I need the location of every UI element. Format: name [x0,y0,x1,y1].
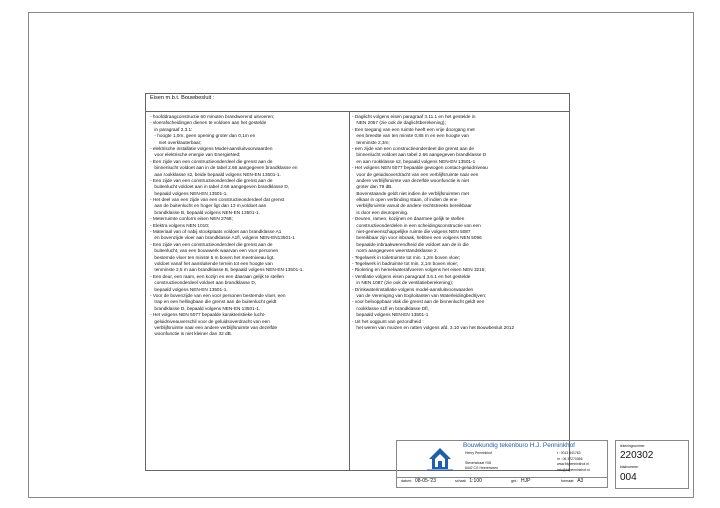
requirement-line: voor elektrische energie van EnergieNed; [154,152,241,158]
contact-name: Henry Penninkhof [465,451,492,455]
company-name: Bouwkundig tekenburo H.J. Penninkhof [463,442,575,449]
requirement-line: - Tegelwerk in toiletruimte tot min. 1,2m boven vloer; [352,254,461,260]
requirement-line: norm aangegeven weerstandsklasse 2. [356,248,438,254]
website: www.bkpenninkhof.nl [557,462,589,467]
requirement-line: - Het deel van een zijde van een constructieonderdeel dat grenst [150,197,285,203]
requirement-line: - hoogte 1,0m, geen opening groter dan 0,1m en [154,133,256,139]
requirement-line: constructieonderdelen in een scheidingsconstructie van een [356,222,481,228]
title-block-meta [396,477,608,488]
requirement-line: - elektrische installatie volgens Model-aansluitvoorwaarden [150,145,273,151]
requirement-line: - Een toegang van een ruimte heeft een vrije doorgang met [352,126,475,132]
company-contact [557,451,590,473]
company-address [465,451,498,472]
requirement-line: brandklasse B, bepaald volgens NEN-EN 13501-1. [154,209,260,215]
drawing-number-label: tekeningnummer [620,444,645,448]
requirement-line: en bovenzijde vloer aan brandklasse A1fl, volgens NEN-EN13501-1 [154,235,295,241]
requirement-line: - Het volgens NEN 5077 bepaalde gewogen contact-geluidniveau [352,165,488,171]
requirement-line: - Een zijde van een constructieonderdeel die grenst aan de [150,177,273,183]
scale-field: schaal: 1:100 [455,478,482,484]
phone-landline: t : 0013 841763 [557,451,581,455]
requirement-line: bepaald volgens NEN-EN 13501-1. [154,286,228,292]
requirement-line: bepaald volgens NEN-EN 13501-1 [356,312,429,318]
requirement-line: een breedte van ten minste 0,85 m en een hoogte van [356,133,469,139]
requirement-line: bestemde vloer ten minste 5 m boven het meetniveau ligt, [154,254,275,260]
requirement-line: groter dan 79 dB. [356,184,393,190]
requirement-line: buitenlucht voldoet aan in tabel 2.66 aangegeven brandklasse D, [154,184,290,190]
requirement-line: brandklasse D, bepaald volgens NEN-EN 13501-1. [154,305,261,311]
city: 6442 CG Heerenveen [465,466,498,471]
requirement-line: - een zijde van een constructieonderdeel die grenst aan de [352,145,474,151]
drawn-by-field: get.: HJP [511,478,531,484]
requirement-line: woonfunctie is niet kleiner dan 32 dB. [154,331,233,337]
requirement-line: in NEN 1087 (zie ook de ventilatieberekening); [356,280,454,286]
requirement-line: andere verblijfsruimte van dezelfde woonfunctie is niet [356,177,469,183]
requirement-line: - Een deur, een raam, een kozijn en een daaraan gelijk te stellen [150,273,284,279]
requirement-line: - Daglicht volgens eisen paragraaf 3.11.1 en het gestelde in [352,114,476,119]
requirement-line: Bovenstaande geldt niet indien de verblijfsruimten met [356,190,469,196]
requirement-line: tenminste 2,5 m aan brandklasse B, bepaald volgens NEN-EN 13501-1. [154,267,304,273]
column-divider [349,111,350,470]
requirement-line: verblijfsruimte vanuit de andere rechtstreeks bereikbaar [356,203,472,209]
requirement-line: - Riolering en hemelwaterafvoeren volgens het eisen NEN 3215; [352,267,486,273]
requirement-line: binnenlucht voldoet aan tabel 2.66 aangegeven brandklasse D [356,152,487,158]
requirement-line: trap en een hellingbaan die grenst aan de buitenlucht geldt [154,299,277,305]
requirement-line: verblijfsruimte naar een andere verblijfsruimte van dezelfde [154,324,278,330]
requirement-line: voor de geluidsoverdracht van een verblijfsruimte naar een [356,171,479,177]
requirement-line: is door een deuropening. [356,209,409,215]
requirement-line: niet-gemeenschappelijke ruimte die volgens NEN 5087 [356,229,471,235]
requirement-line: constructieonderdeel voldoet aan brandklasse D, [154,280,257,286]
requirement-line: en aan rookklasse s2, bepaald volgens NEN-EN 13501-1 [356,158,476,164]
requirement-line: in paragraaf 2.3.1: [154,126,193,132]
house-logo-icon [427,445,453,471]
requirement-line: - Het volgens NEN 5077 bepaalde karakteristieke lucht- [150,312,266,318]
requirement-line: - Drinkwaterinstallatie volgens model-aansluitvoorwaarden [352,286,474,292]
title-block [396,440,608,478]
requirements-title: Eisen m.b.t. Bouwbesluit : [150,95,215,101]
requirement-line: tenminste 2,3m; [356,139,390,145]
requirement-line: het weren van muizen en ratten volgens afd. 3.10 van het Bouwbesluit 2012 [356,324,515,330]
requirement-line: bepaalde inbraakwerendheid die voldoet aan de in die [356,241,469,247]
requirement-line: voldoet vanaf het aansluitende terrein tot een hoogte van [154,260,273,266]
requirement-line: - Elektra volgens NEN 1010; [150,222,210,228]
email: info@bkpenninkhof.nl [557,467,590,472]
sheet-number: 004 [620,472,637,483]
requirements-right-column [352,114,564,331]
requirement-line: - Materiaal van of nabij stookplaats voldoet aan brandklasse A1 [150,229,282,235]
requirement-line: - Een zijde van een constructieonderdeel die grenst aan de [150,158,273,164]
requirement-line: rookklasse s1fl en brandklasse Dfl, [356,305,429,311]
format-field: formaat: A3 [561,478,584,484]
requirement-line: binnenlucht voldoet aan in de tabel 2.66 aangegeven brandklasse en [154,165,298,171]
requirement-line: - Een zijde van een constructieonderdeel die grenst aan de [150,241,273,247]
requirements-box [145,93,570,471]
requirement-line: - hoofddraagconstructie 60 minuten brandwerend uitvoeren; [150,114,275,119]
requirement-line: - Voor de bovenzijde van een voor personen bestemde vloer, een [150,292,286,298]
requirement-line: bepaald volgens NEN-EN 13501-1. [154,190,228,196]
requirement-line: aan rookklasse s2, beide bepaald volgens NEN-EN 13501-1. [154,171,281,177]
requirement-line: - vloerafscheidingen dienen te voldoen aan het gestelde [150,120,267,126]
drawing-number-block [615,440,689,489]
requirement-line: - voor belooppbaar vlak die grenst aan de binnenlucht geldt een [352,299,485,305]
requirement-line: niet overklauterbaar; [158,139,202,145]
requirement-line: - Ventilatie volgens eisen paragraaf 3.6.1 en het gestelde [352,273,471,279]
requirement-line: - Uit het oogpunt van gezondheid : [352,318,424,324]
requirement-line: aan de buitenlucht en hoger ligt dan 13 m,voldoet aan [154,203,267,209]
requirements-left-column [150,114,345,338]
drawing-number: 220302 [620,450,654,461]
title-divider [146,111,569,112]
requirement-line: - Meterruimte conform eisen NEN 2768; [150,216,233,222]
requirement-line: - Deuren, ramen, kozijnen en daarmee gelijk te stellen [352,216,465,222]
requirement-line: van de Vereniging van Exploitanten van Waterleidingbedrijven; [356,292,487,298]
requirement-line: NEN 2057 (zie ook de daglichtberekening); [356,120,446,126]
date-field: datum: 08-05-'23 [401,478,436,484]
requirement-line: buitenlucht, van een bouwwerk waarvan een voor personen [154,248,279,254]
requirement-line: - Tegelwerk in badruimte tot min. 2,1m boven vloer; [352,260,459,266]
phone-mobile: m : 06 37270366 [557,456,583,461]
requirement-line: geluidniveauverschil voor de geluidsoverdracht van een [154,318,270,324]
requirement-line: bereikbaar zijn voor inbraak, hebben een volgens NEN 5096 [356,235,482,241]
sheet-number-label: bladnummer [620,465,639,469]
street: Stevenstraat Y08 [465,460,491,465]
requirement-line: elkaar in open verbinding staan, of indien de ene [356,197,458,203]
